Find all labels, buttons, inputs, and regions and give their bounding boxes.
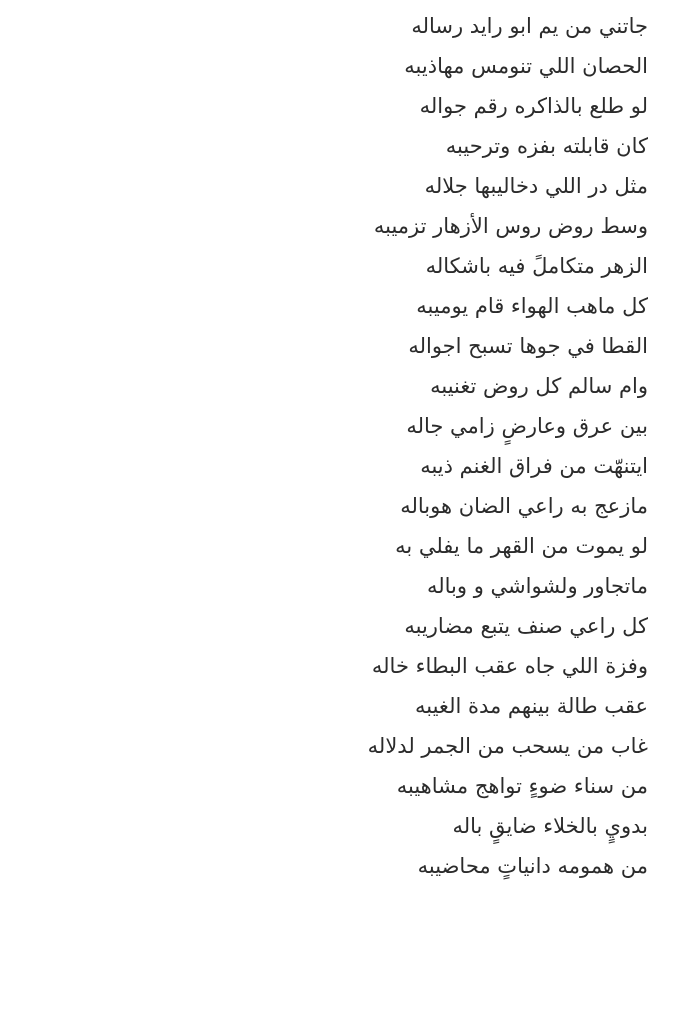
poem-line: من سناء ضوءٍ تواهج مشاهيبه xyxy=(396,774,648,798)
poem-line: وام سالم كل روض تغنيبه xyxy=(430,374,648,398)
poem-line: ماتجاور ولشواشي و وباله xyxy=(427,574,648,598)
poem-line: مثل در اللي دخاليبها جلاله xyxy=(424,174,648,198)
poem-line: وفزة اللي جاه عقب البطاء خاله xyxy=(371,654,648,678)
poem-line: غاب من يسحب من الجمر لدلاله xyxy=(367,734,648,758)
poem-line: كان قابلته بفزه وترحيبه xyxy=(445,134,648,158)
poem-line: وسط روض روس الأزهار تزميبه xyxy=(373,214,648,238)
poem-line: كل راعي صنف يتبع مضاريبه xyxy=(404,614,648,638)
poem-line: كل ماهب الهواء قام يوميبه xyxy=(416,294,648,318)
poem-line: لو يموت من القهر ما يفلي به xyxy=(395,534,648,558)
poem-line: جاتني من يم ابو رايد رساله xyxy=(411,14,648,38)
poem-line: الزهر متكاملً فيه باشكاله xyxy=(425,254,648,278)
poem-line: القطا في جوها تسبح اجواله xyxy=(408,334,648,358)
poem-line: ايتنهّت من فراق الغنم ذيبه xyxy=(420,454,648,478)
poem-line: الحصان اللي تنومس مهاذيبه xyxy=(404,54,648,78)
poem-line: لو طلع بالذاكره رقم جواله xyxy=(419,94,648,118)
poem-line: بين عرق وعارضٍ زامي جاله xyxy=(406,414,648,438)
poem-line: بدويٍ بالخلاء ضايقٍ باله xyxy=(452,814,648,838)
poem-line: عقب طالة بينهم مدة الغيبه xyxy=(415,694,648,718)
poem-line: مازعج به راعي الضان هوباله xyxy=(400,494,648,518)
poem-line: من همومه دانياتٍ محاضيبه xyxy=(417,854,648,878)
poem-text xyxy=(48,6,648,886)
